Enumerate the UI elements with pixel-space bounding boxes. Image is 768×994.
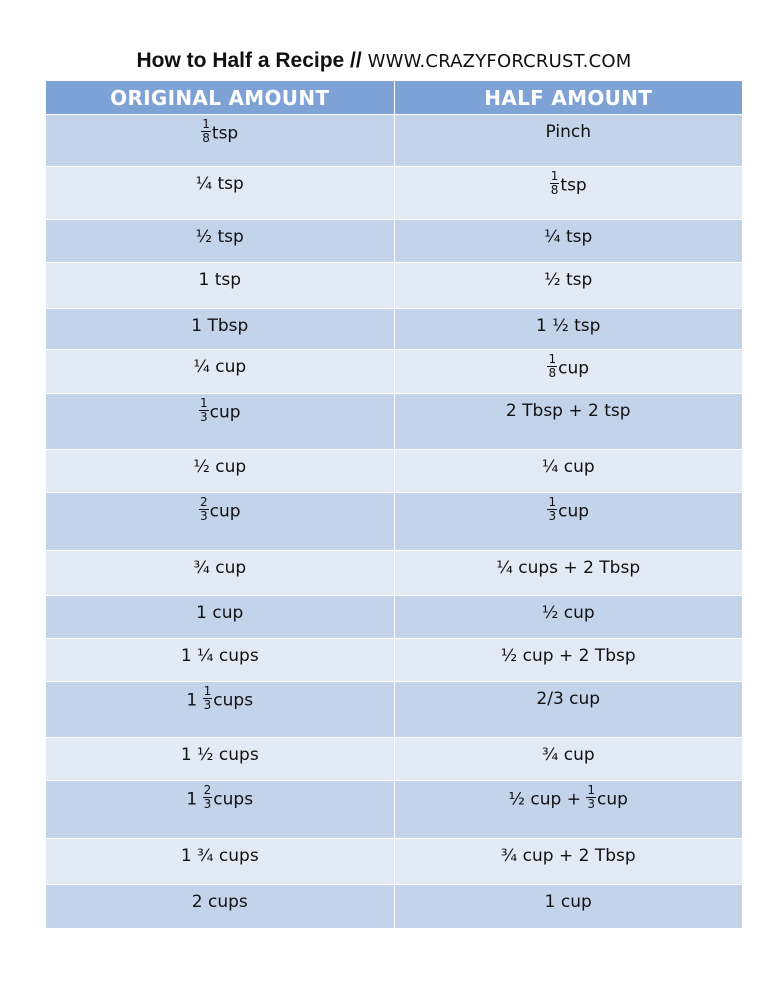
cell-half-amount <box>394 781 742 839</box>
fraction-numerator: 2 <box>199 495 208 509</box>
fraction-denominator: 3 <box>199 509 208 523</box>
cell-value <box>193 357 246 377</box>
table-row <box>46 394 742 450</box>
cell-value <box>542 603 595 623</box>
table-row <box>46 839 742 885</box>
page-title <box>0 46 768 77</box>
cell-value <box>501 646 636 666</box>
cell-text: ¼ tsp <box>195 174 244 194</box>
cell-value <box>181 745 259 765</box>
cell-unit: tsp <box>560 175 587 196</box>
cell-value <box>193 558 246 578</box>
table-row <box>46 350 742 394</box>
cell-text: ½ tsp <box>544 270 593 290</box>
table-row <box>46 220 742 263</box>
cell-text: 1 cup <box>196 603 244 623</box>
cell-original-amount <box>46 394 394 450</box>
fraction <box>547 353 557 380</box>
cell-value <box>496 558 640 578</box>
fraction-denominator: 3 <box>548 509 557 523</box>
cell-value <box>501 846 636 866</box>
fraction <box>199 397 209 424</box>
recipe-title: How to Half a Recipe // <box>136 49 362 72</box>
conversion-table <box>46 81 742 928</box>
cell-original-amount <box>46 682 394 738</box>
cell-text: ¼ cup <box>541 457 595 477</box>
table-row <box>46 450 742 493</box>
cell-unit: cup <box>209 501 241 522</box>
column-header-original: ORIGINAL AMOUNT <box>46 81 394 115</box>
cell-value <box>536 316 600 336</box>
cell-value <box>547 352 590 380</box>
cell-original-amount <box>46 885 394 928</box>
table-body <box>46 115 742 928</box>
fraction-denominator: 3 <box>203 797 212 811</box>
cell-text: ½ tsp <box>195 227 244 247</box>
cell-value <box>201 117 239 145</box>
fraction <box>586 784 596 811</box>
fraction-numerator: 1 <box>548 495 557 509</box>
cell-half-amount <box>394 551 742 596</box>
cell-text: ¾ cup + 2 Tbsp <box>500 846 636 866</box>
fraction-denominator: 8 <box>550 183 559 197</box>
cell-original-amount <box>46 738 394 781</box>
cell-half-amount <box>394 596 742 639</box>
table-row <box>46 493 742 551</box>
cell-original-amount <box>46 263 394 309</box>
table-row <box>46 639 742 682</box>
cell-prefix: 1 <box>186 690 198 711</box>
cell-half-amount <box>394 738 742 781</box>
cell-value <box>181 646 259 666</box>
cell-text: ¾ cup <box>541 745 595 765</box>
cell-value <box>198 270 241 290</box>
cell-value <box>542 457 595 477</box>
cell-text: 1 cup <box>544 892 592 912</box>
fraction <box>547 496 557 523</box>
cell-half-amount <box>394 263 742 309</box>
cell-text: 2 cups <box>191 892 248 912</box>
cell-value <box>191 316 248 336</box>
cell-text: 1 ½ tsp <box>536 316 601 336</box>
fraction-numerator: 1 <box>550 169 559 183</box>
cell-original-amount <box>46 493 394 551</box>
table-header-row <box>46 81 742 115</box>
cell-half-amount <box>394 350 742 394</box>
fraction-numerator: 1 <box>203 684 212 698</box>
table-row <box>46 115 742 167</box>
cell-text: ½ cup + 2 Tbsp <box>500 646 636 666</box>
cell-half-amount <box>394 682 742 738</box>
cell-half-amount <box>394 394 742 450</box>
cell-text: 1 ½ cups <box>180 745 259 765</box>
cell-half-amount <box>394 885 742 928</box>
fraction <box>203 685 213 712</box>
cell-half-amount <box>394 309 742 350</box>
table-row <box>46 596 742 639</box>
cell-original-amount <box>46 781 394 839</box>
table-row <box>46 263 742 309</box>
cell-half-amount <box>394 493 742 551</box>
cell-original-amount <box>46 115 394 167</box>
fraction-denominator: 3 <box>587 797 596 811</box>
fraction-denominator: 8 <box>548 366 557 380</box>
cell-value <box>186 684 254 712</box>
cell-text: 1 ¾ cups <box>180 846 259 866</box>
cell-value <box>196 603 243 623</box>
cell-value <box>181 846 259 866</box>
fraction-denominator: 8 <box>202 131 210 145</box>
fraction-denominator: 3 <box>199 410 208 424</box>
column-header-half: HALF AMOUNT <box>394 81 742 115</box>
cell-value <box>544 227 592 247</box>
cell-original-amount <box>46 220 394 263</box>
cell-value <box>508 783 628 811</box>
fraction-numerator: 2 <box>203 783 212 797</box>
cell-value <box>542 745 595 765</box>
cell-text: ¼ tsp <box>544 227 593 247</box>
fraction <box>550 170 560 197</box>
fraction-numerator: 1 <box>548 352 557 366</box>
cell-half-amount <box>394 167 742 220</box>
cell-text: ¼ cup <box>193 357 247 377</box>
table-row <box>46 167 742 220</box>
cell-value <box>546 122 592 142</box>
table-row <box>46 682 742 738</box>
table-row <box>46 738 742 781</box>
cell-value <box>193 457 246 477</box>
cell-value <box>536 689 600 709</box>
cell-original-amount <box>46 350 394 394</box>
cell-half-amount <box>394 450 742 493</box>
fraction <box>201 118 211 145</box>
cell-text: ¾ cup <box>193 558 247 578</box>
cell-text: 1 ¼ cups <box>180 646 259 666</box>
cell-text: Pinch <box>545 122 591 142</box>
fraction <box>199 496 209 523</box>
cell-text: 1 Tbsp <box>191 316 249 336</box>
cell-unit: tsp <box>211 123 239 144</box>
cell-value <box>199 495 241 523</box>
fraction-numerator: 1 <box>587 783 596 797</box>
cell-unit: cup <box>558 501 590 522</box>
cell-original-amount <box>46 309 394 350</box>
fraction-numerator: 1 <box>199 396 208 410</box>
cell-text: 2 Tbsp + 2 tsp <box>505 401 631 421</box>
cell-unit: cups <box>213 789 254 810</box>
cell-text: ½ cup <box>541 603 595 623</box>
cell-unit: cups <box>213 690 254 711</box>
fraction-numerator: 1 <box>202 117 210 131</box>
cell-unit: cup <box>209 402 241 423</box>
cell-value <box>196 227 244 247</box>
cell-unit: cup <box>558 358 590 379</box>
fraction <box>203 784 213 811</box>
cell-text: ¼ cups + 2 Tbsp <box>496 558 641 578</box>
cell-text: 1 tsp <box>198 270 242 290</box>
cell-value <box>506 401 631 421</box>
cell-original-amount <box>46 551 394 596</box>
cell-text: ½ cup <box>193 457 247 477</box>
site-url: WWW.CRAZYFORCRUST.COM <box>367 51 632 72</box>
table-row <box>46 781 742 839</box>
table-row <box>46 551 742 596</box>
cell-original-amount <box>46 596 394 639</box>
cell-prefix: 1 <box>186 789 198 810</box>
cell-half-amount <box>394 220 742 263</box>
cell-original-amount <box>46 167 394 220</box>
cell-value <box>199 396 241 424</box>
cell-value <box>192 892 248 912</box>
cell-text: 2/3 cup <box>536 689 601 709</box>
cell-original-amount <box>46 450 394 493</box>
cell-value <box>550 169 587 197</box>
cell-half-amount <box>394 639 742 682</box>
cell-unit: cup <box>597 789 628 810</box>
cell-original-amount <box>46 839 394 885</box>
table-row <box>46 885 742 928</box>
cell-half-amount <box>394 115 742 167</box>
cell-half-amount <box>394 839 742 885</box>
cell-prefix: ½ cup + <box>508 789 581 810</box>
cell-value <box>186 783 254 811</box>
cell-value <box>196 174 244 194</box>
fraction-denominator: 3 <box>203 698 212 712</box>
table-row <box>46 309 742 350</box>
cell-value <box>547 495 590 523</box>
cell-value <box>544 270 592 290</box>
cell-value <box>545 892 592 912</box>
cell-original-amount <box>46 639 394 682</box>
